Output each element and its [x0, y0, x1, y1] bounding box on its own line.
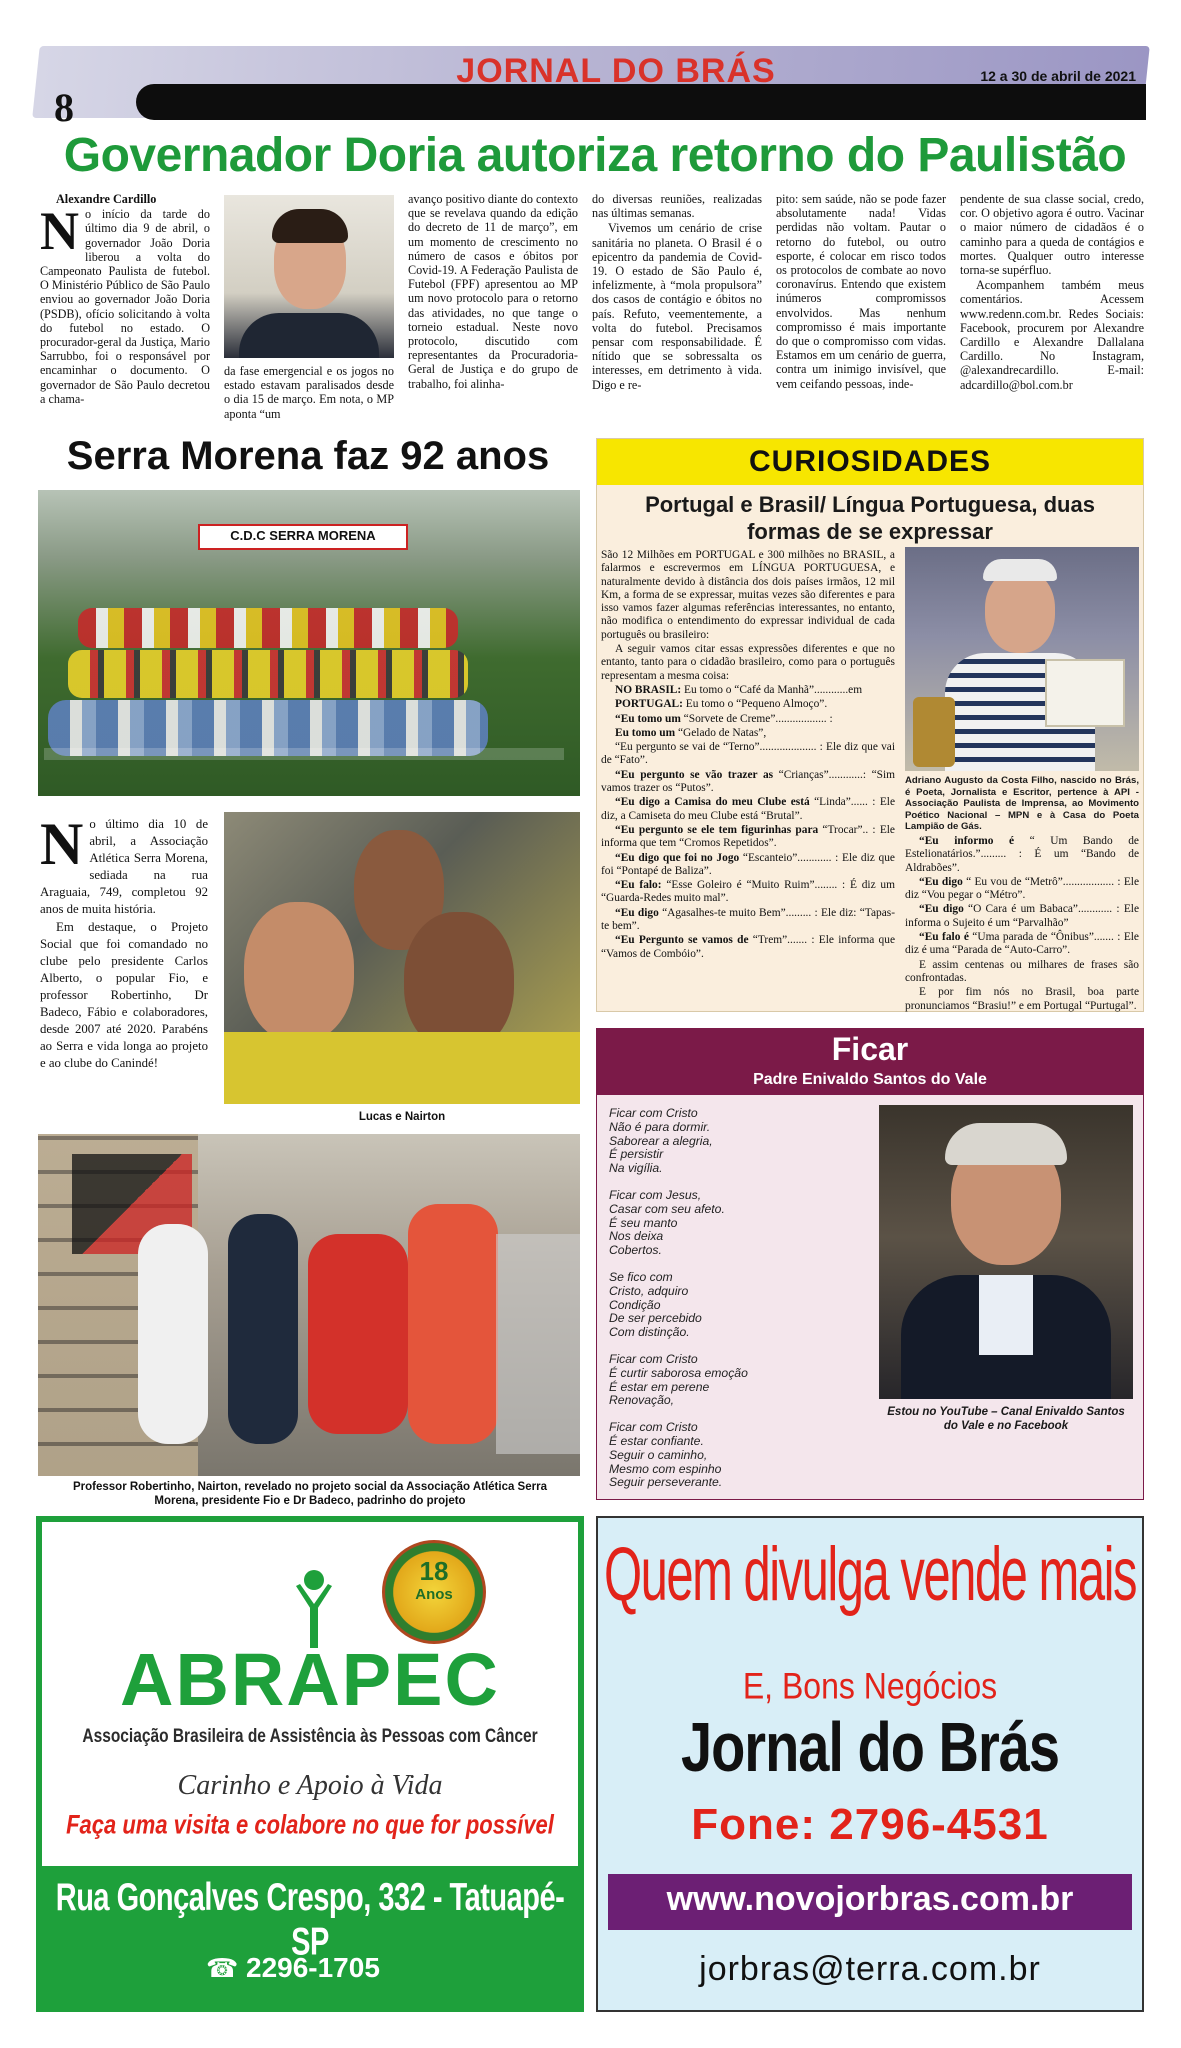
curiosidades-intro: São 12 Milhões em PORTUGAL e 300 milhões no BRASIL, a falarmos e escrevermos em LÍNGUA PORTUGUESA, e naturalmente devido à distância dos dois países irmãos, 12 mil Km, a forma de se expressar, muitas vezes são diferentes e para isso vamos fazer algumas referências interessantes, no entanto, não modifica o entendimento do expressar individual de cada português ou brasileiro: — [601, 549, 895, 641]
poem-line: Na vigília. — [609, 1161, 663, 1176]
poem-line: Renovação, — [609, 1393, 675, 1408]
curiosidades-item-text: E assim centenas ou milhares de frases são confrontadas. — [905, 958, 1139, 984]
curiosidades-intro-b: A seguir vamos citar essas expressões diferentes e que no entanto, tanto para o cidadão brasileiro, como para o português representam a mesma coisa: — [601, 643, 895, 682]
poem-line: Ficar com Jesus, — [609, 1187, 702, 1202]
doria-col-3 — [408, 192, 578, 392]
curiosidades-item — [601, 824, 895, 851]
curiosidades-item-text: “Esse Goleiro é “Muito Ruim”........ : É diz um “Guarda-Redes muito mal”. — [601, 879, 895, 905]
doria-col-5 — [776, 192, 946, 392]
group-photo — [38, 1134, 580, 1476]
poem-line: É seu manto — [609, 1215, 678, 1230]
curiosidades-item-text: “Crianças”............: “Sim vamos trazer os “Putos”. — [601, 768, 895, 795]
curiosidades-item-bold: “Eu informo é — [919, 835, 1015, 847]
poem-line: Ficar com Cristo — [609, 1420, 698, 1435]
serra-text-b: Em destaque, o Projeto Social que foi comandado no clube pelo presidente Carlos Alberto, o popular Fio, e professor Robertinho, Dr Badeco, Fábio e colaboradores, desde 2007 até 2020. Parabéns ao Serra e vida longa ao projeto e ao clube do Canindé! — [40, 920, 208, 1070]
doria-col-2 — [224, 364, 394, 422]
selfie-photo — [224, 812, 580, 1104]
curiosidades-item — [905, 959, 1139, 986]
poem-line: Ficar com Cristo — [609, 1106, 698, 1120]
abrapec-full-name: Associação Brasileira de Assistência às Pessoas com Câncer — [82, 1725, 538, 1747]
serra-text-a: o último dia 10 de abril, a Associação Atlética Serra Morena, sediada na rua Araguaia, 749, completou 92 anos de muita história. — [40, 817, 208, 916]
curiosidades-item-bold: PORTUGAL: — [615, 698, 683, 711]
poem-stanza — [609, 1107, 859, 1176]
selfie-caption: Lucas e Nairton — [358, 1111, 446, 1123]
serra-text — [40, 811, 208, 1073]
abrapec-ad[interactable] — [36, 1516, 584, 2012]
poem-line: Seguir o caminho, — [609, 1447, 708, 1462]
abrapec-logo: ABRAPEC — [120, 1638, 500, 1721]
curiosidades-item-text: “Linda”...... : Ele diz, a Camiseta do meu Clube está “Brutal”. — [601, 796, 896, 822]
doria-col6-text-a: pendente de sua classe social, credo, cor. O objetivo agora é outro. Vacinar o maior número de cidadãos é o caminho para a queda de contágios e mortes. Qualquer outro interesse torna-se supérfluo. — [960, 192, 1144, 278]
serra-headline: Serra Morena faz 92 anos — [66, 434, 550, 478]
curiosidades-item — [601, 713, 895, 726]
jornal-ad-website[interactable]: www.novojorbras.com.br — [666, 1880, 1074, 1918]
poem-stanza — [609, 1353, 859, 1408]
dropcap: N — [40, 201, 79, 262]
curiosidades-item-bold: “Eu falo: — [615, 879, 662, 892]
poem-line: Não é para dormir. — [609, 1119, 711, 1134]
jornal-ad-sub: E, Bons Negócios — [742, 1665, 998, 1707]
jornal-ad-name: Jornal do Brás — [680, 1707, 1060, 1786]
curiosidades-box — [596, 438, 1144, 1012]
team-photo — [38, 490, 580, 796]
badge-label: Anos — [415, 1586, 453, 1603]
issue-date: 12 a 30 de abril de 2021 — [980, 68, 1136, 84]
curiosidades-left-items — [601, 684, 895, 961]
curiosidades-item — [601, 907, 895, 934]
page-header — [36, 46, 1146, 130]
poem-line: Nos deixa — [609, 1229, 664, 1244]
poem-line: É estar em perene — [609, 1379, 710, 1394]
curiosidades-item-text: “ Um Bando de Estelionatários.”......... : É um “Bando de Aldrabões”. — [905, 835, 1139, 874]
curiosidades-item-bold: “Eu Pergunto se vamos de — [615, 934, 749, 947]
curiosidades-item — [601, 934, 895, 961]
curiosidades-item — [601, 698, 895, 711]
curiosidades-headline: Portugal e Brasil/ Língua Portuguesa, duas formas de se expressar — [645, 492, 1095, 544]
doria-col3-text: avanço positivo diante do contexto que se revelava quando da edição do decreto de 11 de março”, em um momento de crescimento no número de casos e óbitos por Covid-19. A Federação Paulista de Futebol (FPF) apresentou ao MP um novo protocolo para o retorno das atividades, no que tange o torneio estadual. Neste novo protocolo, discutido com representantes da Procuradoria-Geral de Justiça e do grupo de trabalho, foi alinha- — [408, 192, 578, 391]
curiosidades-item — [905, 876, 1139, 903]
jornal-ad[interactable] — [596, 1516, 1144, 2012]
curiosidades-item — [601, 796, 895, 823]
curiosidades-item-bold: “Eu pergunto se ele tem figurinhas para — [615, 823, 819, 836]
curiosidades-item — [601, 879, 895, 906]
curiosidades-item — [601, 852, 895, 879]
poem-line: Seguir perseverante. — [609, 1475, 723, 1490]
curiosidades-item-bold: Eu tomo um — [615, 726, 676, 739]
ficar-poem — [609, 1107, 859, 1503]
abrapec-figure-icon — [294, 1568, 334, 1648]
telephone-icon: ☎ — [206, 1954, 239, 1984]
doria-col2-text: da fase emergencial e os jogos no estado estavam paralisados desde o dia 15 de março. Em nota, o MP aponta “um — [224, 364, 394, 421]
curiosidades-item-bold: “Eu digo que foi no Jogo — [615, 851, 740, 864]
doria-col1-text: o início da tarde do último dia 9 de abril, o governador João Doria liberou a volta do Campeonato Paulista de futebol. O Ministério Público de São Paulo enviou ao governador João Doria (PSDB), ofício solicitando à volta do futebol no estado. O procurador-geral da Justiça, Mario Sarrubbo, foi o responsável por encaminhar o documento. O governador de São Paulo decretou a chama- — [40, 207, 210, 406]
curiosidades-item-text: “Agasalhes-te muito Bem”......... : Ele diz: “Tapas-te bem”. — [601, 906, 895, 933]
curiosidades-item-text: “Trocar”.. : Ele informa que tem “Cromos Repetidos”. — [601, 823, 895, 850]
abrapec-call: Faça uma visita e colabore no que for possível — [66, 1809, 554, 1840]
curiosidades-item-bold: “Eu falo é — [919, 931, 969, 944]
poem-line: Casar com seu afeto. — [609, 1201, 725, 1216]
abrapec-phone[interactable]: 2296-1705 — [246, 1952, 380, 1983]
poem-line: Cristo, adquiro — [609, 1283, 689, 1298]
poem-line: É curtir saborosa emoção — [609, 1365, 748, 1380]
poem-line: Se fico com — [609, 1269, 673, 1284]
curiosidades-item-bold: “Eu tomo um — [615, 712, 681, 725]
jornal-ad-email[interactable]: jorbras@terra.com.br — [699, 1950, 1041, 1988]
curiosidades-item-text: “Sorvete de Creme”.................. : — [680, 712, 833, 725]
ficar-author: Padre Enivaldo Santos do Vale — [753, 1071, 987, 1088]
curiosidades-item-bold: “Eu digo — [919, 875, 963, 888]
curiosidades-title: CURIOSIDADES — [748, 445, 992, 478]
poem-stanza — [609, 1421, 859, 1490]
doria-byline: Alexandre Cardillo — [56, 192, 157, 206]
ficar-title: Ficar — [831, 1031, 909, 1067]
curiosidades-item-text: “Eu pergunto se vai de “Terno”.................... : Ele diz que vai de “Fato”. — [601, 741, 895, 767]
poem-stanza — [609, 1271, 859, 1340]
doria-col6-text-b: Acompanhem também meus comentários. Acessem www.redenn.com.br. Redes Sociais: Facebook, procurem por Alexandre Cardillo e Alexandre Dallalana Cardillo. No Instagram, @alexandrecardillo. E-mail: adcardillo@bol.com.br — [960, 278, 1144, 392]
curiosidades-item-text: “Escanteio”............ : Ele diz que foi “Pontapé de Baliza”. — [601, 851, 895, 877]
curiosidades-item — [905, 903, 1139, 930]
doria-headline: Governador Doria autoriza retorno do Paulistão — [63, 129, 1127, 182]
poem-line: É estar confiante. — [609, 1433, 704, 1448]
jornal-ad-phone[interactable]: Fone: 2796-4531 — [691, 1800, 1049, 1849]
curiosidades-item — [905, 835, 1139, 875]
ficar-author-photo — [879, 1105, 1133, 1399]
abrapec-tagline: Carinho e Apoio à Vida — [177, 1770, 443, 1801]
masthead: JORNAL DO BRÁS — [456, 52, 776, 90]
poem-line: Cobertos. — [609, 1243, 662, 1258]
curiosidades-item — [601, 769, 895, 796]
curiosidades-author-photo — [905, 547, 1139, 771]
curiosidades-item — [601, 684, 895, 697]
curiosidades-item — [905, 986, 1139, 1013]
doria-col5-text: pito: sem saúde, não se pode fazer absolutamente nada! Vidas perdidas não voltam. Pautar o retorno do futebol, ou outro esporte, é colocar em risco todos os protocolos de combate ao novo coronavírus. Entendo que existem inúmeros compromissos envolvidos. Mas nenhum compromisso é mais importante do que o compromisso com vidas. Estamos em um cenário de guerra, contra um inimigo invisível, que vem ceifando pessoas, inde- — [776, 192, 946, 391]
badge-number: 18 — [419, 1556, 449, 1586]
curiosidades-item-bold: “Eu digo a Camisa do meu Clube está — [615, 796, 810, 809]
curiosidades-item-text: “Uma parada de “Ônibus”....... : Ele diz é uma “Parada de “Auto-Carro”. — [905, 931, 1139, 957]
curiosidades-item-text: Eu tomo o “Pequeno Almoço”. — [682, 698, 828, 711]
group-caption: Professor Robertinho, Nairton, revelado no projeto social da Associação Atlética Serra Morena, presidente Fio e Dr Badeco, padrinho do projeto — [73, 1481, 547, 1507]
doria-col4-text-a: do diversas reuniões, realizadas nas últimas semanas. — [592, 192, 762, 221]
abrapec-address: Rua Gonçalves Crespo, 332 - Tatuapé-SP — [55, 1876, 565, 1965]
curiosidades-item — [905, 931, 1139, 958]
serra-dropcap: N — [40, 811, 84, 877]
curiosidades-item-text: Eu tomo o “Café da Manhã”............em — [681, 683, 863, 696]
poem-line: Saborear a alegria, — [609, 1133, 713, 1148]
curiosidades-left-col — [601, 549, 895, 962]
curiosidades-item-text: “Trem”....... : Ele informa que “Vamos de Combóio”. — [601, 934, 896, 960]
doria-col-1 — [40, 192, 210, 407]
curiosidades-item-bold: “Eu digo — [615, 906, 659, 919]
poem-line: Ficar com Cristo — [609, 1351, 698, 1366]
jornal-ad-headline: Quem divulga vende mais — [603, 1533, 1136, 1618]
poem-line: Com distinção. — [609, 1325, 690, 1340]
curiosidades-item-text: “ Eu vou de “Metrô”.................. : Ele diz “Vou pegar o “Métro”. — [905, 875, 1140, 902]
poem-line: Condição — [609, 1297, 661, 1312]
poem-stanza — [609, 1189, 859, 1258]
doria-col-6 — [960, 192, 1144, 393]
curiosidades-item — [601, 741, 895, 768]
curiosidades-item-bold: “Eu pergunto se vão trazer as — [615, 768, 774, 781]
doria-col4-text-b: Vivemos um cenário de crise sanitária no planeta. O Brasil é o epicentro da pandemia de Covid-19. O estado de São Paulo é, infelizmente, à “mola propulsora” dos casos de contágio e óbitos no país. Refuto, veementemente, a volta do futebol. Precisamos pensar com responsabilidade. É nítido que se sobressalta os interesses, em detrimento à vida. Digo e re- — [592, 221, 762, 392]
curiosidades-photo-caption: Adriano Augusto da Costa Filho, nascido no Brás, é Poeta, Jornalista e Escritor, pertence à API - Associação Paulista de Imprensa, ao Movimento Poético Nacional – MPN e à Casa do Poeta Lampião de Gás. — [905, 775, 1139, 832]
doria-portrait-photo — [224, 195, 394, 358]
curiosidades-item-text: “Gelado de Natas”, — [675, 726, 767, 739]
curiosidades-item-text: “O Cara é um Babaca”............ : Ele informa o Sujeito é um “Parvalhão” — [905, 903, 1139, 929]
poem-line: De ser percebido — [609, 1311, 702, 1326]
ficar-photo-caption: Estou no YouTube – Canal Enivaldo Santos do Vale e no Facebook — [887, 1406, 1125, 1432]
poem-line: Mesmo com espinho — [609, 1461, 722, 1476]
curiosidades-item-bold: “Eu digo — [919, 903, 964, 916]
page-number: 8 — [54, 85, 74, 130]
poem-line: É persistir — [609, 1147, 664, 1162]
curiosidades-item-text: E por fim nós no Brasil, boa parte pronunciamos “Brasiu!” e em Portugal “Purtugal”. — [905, 986, 1139, 1012]
curiosidades-item-bold: NO BRASIL: — [615, 683, 682, 696]
ficar-box — [596, 1028, 1144, 1500]
doria-col-4 — [592, 192, 762, 393]
team-banner-text: C.D.C SERRA MORENA — [230, 528, 376, 543]
curiosidades-item — [601, 727, 895, 740]
curiosidades-right-col — [905, 835, 1139, 1014]
